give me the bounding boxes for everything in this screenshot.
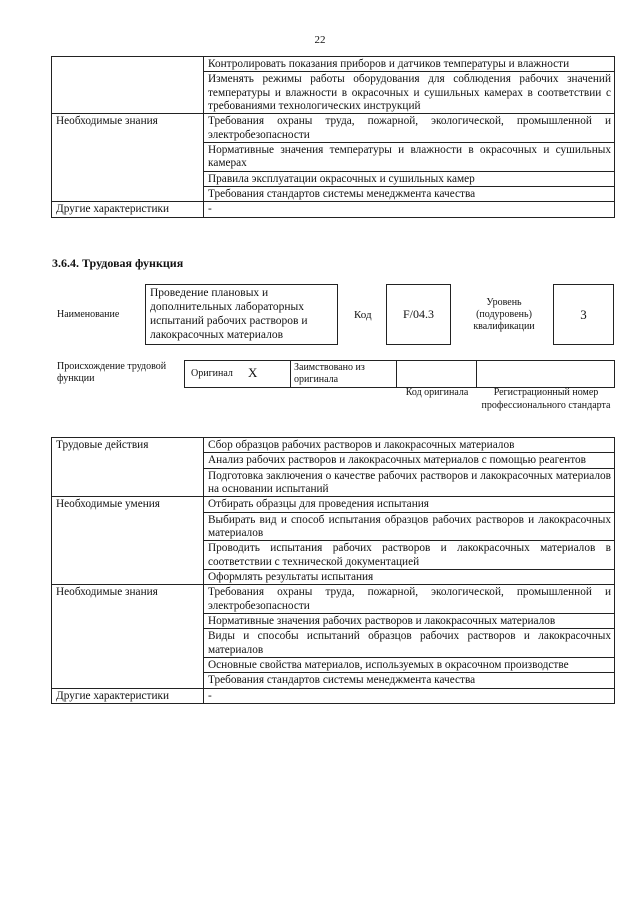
table-row bbox=[52, 202, 615, 217]
table-cell: Подготовка заключения о качестве рабочих растворов и лакокрасочных материалов на основании испытаний bbox=[204, 468, 615, 497]
table-row bbox=[52, 688, 615, 703]
table-cell: Правила эксплуатации окрасочных и сушильных камер bbox=[204, 171, 615, 186]
table-cell: Нормативные значения температуры и влажности в окрасочных и сушильных камерах bbox=[204, 142, 615, 171]
table-cell: Сбор образцов рабочих растворов и лакокрасочных материалов bbox=[204, 438, 615, 453]
origin-row bbox=[184, 360, 615, 388]
table-row bbox=[52, 57, 615, 72]
table-cell: - bbox=[204, 202, 615, 217]
table-row bbox=[52, 585, 615, 614]
table-cell: Требования стандартов системы менеджмента качества bbox=[204, 186, 615, 201]
table-row bbox=[52, 497, 615, 512]
original-cell bbox=[184, 361, 291, 387]
code-label: Код bbox=[354, 309, 372, 321]
row-label bbox=[52, 57, 204, 114]
table-cell: Нормативные значения рабочих растворов и лакокрасочных материалов bbox=[204, 613, 615, 628]
level-label: Уровень (подуровень) квалификации bbox=[473, 297, 535, 332]
table-cell: Виды и способы испытаний образцов рабочих растворов и лакокрасочных материалов bbox=[204, 629, 615, 658]
row-label: Необходимые знания bbox=[52, 585, 204, 688]
reg-number-caption: Регистрационный номер профессионального стандарта bbox=[481, 387, 611, 411]
table-cell: Требования охраны труда, пожарной, экологической, промышленной и электробезопасности bbox=[204, 114, 615, 143]
level-value: 3 bbox=[580, 307, 587, 322]
row-label: Трудовые действия bbox=[52, 438, 204, 497]
table-cell: Требования стандартов системы менеджмента качества bbox=[204, 673, 615, 688]
code-original-caption: Код оригинала bbox=[405, 387, 469, 398]
row-label: Другие характеристики bbox=[52, 202, 204, 217]
row-label: Необходимые знания bbox=[52, 114, 204, 202]
level-box bbox=[553, 284, 614, 345]
table-cell: Проводить испытания рабочих растворов и лакокрасочных материалов в соответствии с технической документацией bbox=[204, 541, 615, 570]
table-cell: Выбирать вид и способ испытания образцов рабочих растворов и лакокрасочных материалов bbox=[204, 512, 615, 541]
code-box bbox=[386, 284, 451, 345]
function-name: Проведение плановых и дополнительных лабораторных испытаний рабочих растворов и лакокрасочных материалов bbox=[150, 287, 308, 342]
table-cell: Оформлять результаты испытания bbox=[204, 569, 615, 584]
table-cell: Анализ рабочих растворов и лакокрасочных материалов с помощью реагентов bbox=[204, 453, 615, 468]
page-number: 22 bbox=[314, 34, 326, 46]
continuation-table bbox=[51, 56, 615, 218]
table-cell: Основные свойства материалов, используемых в окрасочном производстве bbox=[204, 657, 615, 672]
original-mark: X bbox=[248, 365, 258, 380]
table-cell: Отбирать образцы для проведения испытания bbox=[204, 497, 615, 512]
original-label: Оригинал bbox=[191, 368, 233, 379]
borrowed-cell bbox=[290, 361, 396, 387]
row-label: Необходимые умения bbox=[52, 497, 204, 585]
function-details-table bbox=[51, 437, 615, 704]
borrowed-label: Заимствовано из оригинала bbox=[294, 362, 365, 385]
function-code: F/04.3 bbox=[402, 307, 434, 321]
table-row bbox=[52, 114, 615, 143]
table-cell: Изменять режимы работы оборудования для соблюдения рабочих значений температуры и влажности в окрасочных и сушильных камерах в соответствии с требованиями технологических инструкций bbox=[204, 72, 615, 114]
table-cell: Контролировать показания приборов и датчиков температуры и влажности bbox=[204, 57, 615, 72]
name-label: Наименование bbox=[57, 309, 120, 320]
function-name-box bbox=[145, 284, 338, 345]
origin-label: Происхождение трудовой функции bbox=[57, 361, 167, 384]
table-cell: Требования охраны труда, пожарной, экологической, промышленной и электробезопасности bbox=[204, 585, 615, 614]
table-row bbox=[52, 438, 615, 453]
table-cell: - bbox=[204, 688, 615, 703]
original-code-cell bbox=[396, 361, 477, 387]
section-heading: 3.6.4. Трудовая функция bbox=[52, 256, 184, 270]
row-label: Другие характеристики bbox=[52, 688, 204, 703]
reg-number-cell bbox=[476, 361, 615, 387]
